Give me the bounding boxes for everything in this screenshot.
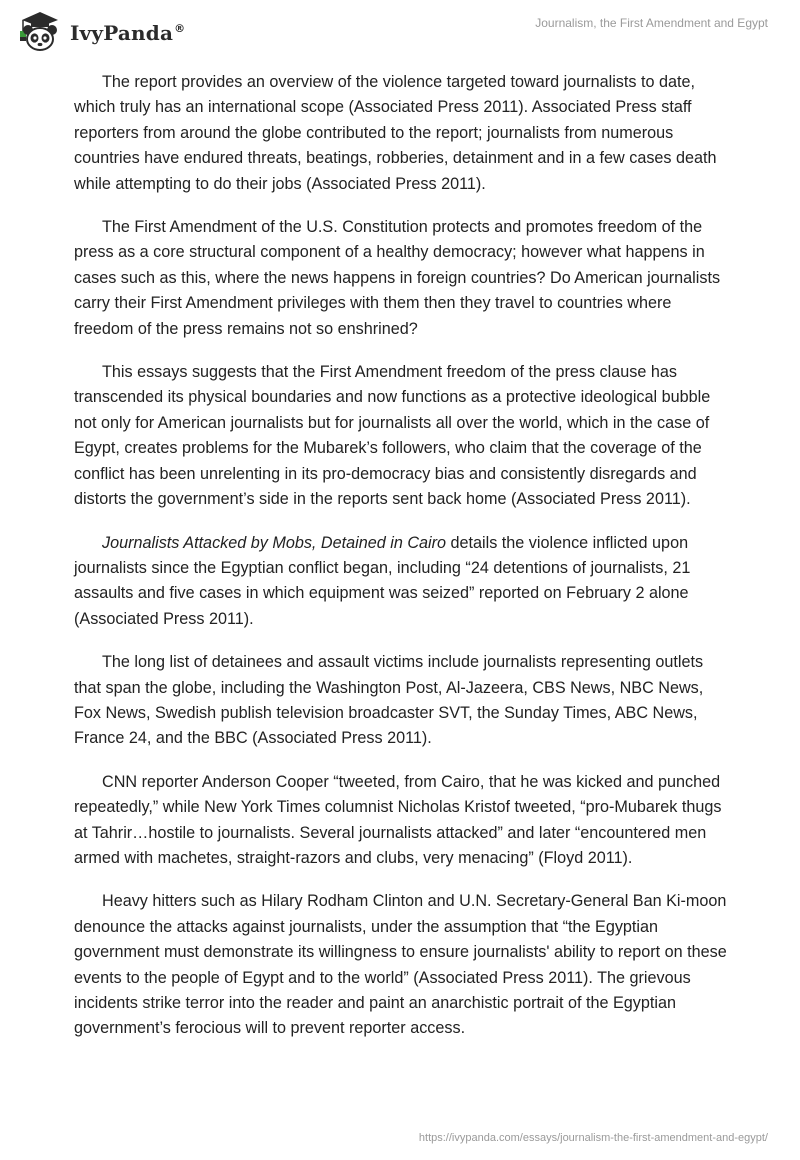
paragraph-1: The report provides an overview of the violence targeted toward journalists to date, which truly has an international scope (Associated Press 2011). Associated Press staff reporters from around the globe contributed to the report; journalists from numerous countries have endured threats, beatings, robberies, detainment and in a few cases death while attempting to do their jobs (Associated Press 2011). (74, 73, 717, 193)
paragraph-5: The long list of detainees and assault victims include journalists representing outlets that span the globe, including the Washington Post, Al-Jazeera, CBS News, NBC News, Fox News, Swedish publish television broadcaster SVT, the Sunday Times, ABC News, France 24, and the BBC (Associated Press 2011). (74, 653, 704, 748)
article-title: Journalists Attacked by Mobs, Detained in Cairo (102, 533, 446, 552)
paragraph-3: This essays suggests that the First Amendment freedom of the press clause has transcended its physical boundaries and now functions as a protective ideological bubble not only for American journalists but for journalists all over the world, which in the case of Egypt, creates problems for the Mubarek’s followers, who claim that the coverage of the conflict has been unrelenting in its pro-democracy bias and consistently disregards and distorts the government’s side in the reports sent back home (Associated Press 2011). (74, 363, 711, 509)
essay-body (74, 70, 734, 1060)
paragraph-4-text: details the violence inflicted upon journalists since the Egyptian conflict began, including “24 detentions of journalists, 21 assaults and five cases in which equipment was seized” reported on February 2 alone (Associated Press 2011). (74, 533, 691, 628)
paragraph-6: CNN reporter Anderson Cooper “tweeted, from Cairo, that he was kicked and punched repeatedly,” while New York Times columnist Nicholas Kristof tweeted, “pro-Mubarek thugs at Tahrir…hostile to journalists. Several journalists attacked” and later “encountered men armed with machetes, straight-razors and clubs, very menacing” (Floyd 2011). (74, 772, 722, 867)
panda-graduation-cap-icon (14, 8, 64, 54)
paragraph-7: Heavy hitters such as Hilary Rodham Clinton and U.N. Secretary-General Ban Ki-moon denounce the attacks against journalists, under the assumption that “the Egyptian government must demonstrate its willingness to ensure journalists' ability to report on these events to the people of Egypt and to the world” (Associated Press 2011). The grievous incidents strike terror into the reader and paint an anarchistic portrait of the Egyptian government’s ferocious will to prevent reporter access. (74, 892, 727, 1038)
paragraph-2: The First Amendment of the U.S. Constitution protects and promotes freedom of the press as a core structural component of a healthy democracy; however what happens in cases such as this, where the news happens in foreign countries? Do American journalists carry their First Amendment privileges with them then they travel to countries where freedom of the press remains not so enshrined? (74, 218, 721, 338)
logo-text (70, 21, 185, 45)
page-header (0, 0, 800, 60)
source-url[interactable]: https://ivypanda.com/essays/journalism-the-first-amendment-and-egypt/ (418, 1132, 768, 1144)
logo-name: IvyPanda (70, 21, 174, 45)
paragraph-4 (74, 531, 734, 633)
logo[interactable] (14, 8, 185, 54)
document-title: Journalism, the First Amendment and Egypt (535, 16, 768, 30)
registered-mark: ® (174, 22, 186, 35)
